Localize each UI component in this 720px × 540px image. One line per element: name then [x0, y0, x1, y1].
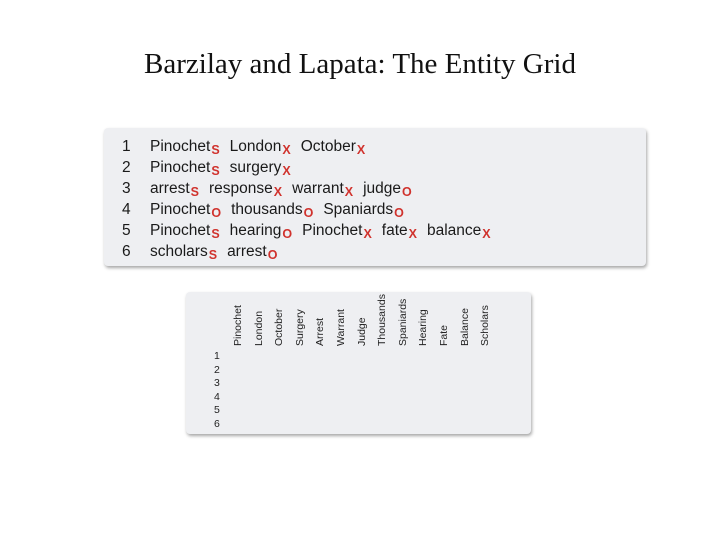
slide-title: Barzilay and Lapata: The Entity Grid [144, 48, 576, 80]
sentence-number: 3 [122, 180, 131, 197]
entity-text: judge [363, 180, 402, 197]
sentence-number: 2 [122, 159, 131, 176]
grid-row-number: 5 [214, 404, 220, 416]
entity-mention [427, 220, 491, 242]
grid-row-number: 1 [214, 350, 220, 362]
grammatical-role-label: S [211, 164, 220, 178]
grid-row-number: 6 [214, 417, 220, 430]
grammatical-role-label: O [394, 206, 404, 220]
grammatical-role-label: X [482, 227, 491, 241]
entity-mention [150, 241, 217, 263]
grid-column-header: Thousands [376, 294, 389, 346]
grammatical-role-label: O [267, 248, 278, 262]
grid-column-header: Balance [458, 308, 471, 346]
grid-column-header: Arrest [314, 317, 327, 346]
entity-text: arrest [150, 180, 190, 197]
entity-mention [301, 136, 365, 158]
sentence-entities [150, 220, 501, 242]
sentence-entities [150, 241, 287, 263]
sentence-number: 1 [122, 138, 131, 155]
entity-mention [209, 178, 282, 200]
grammatical-role-label: O [402, 185, 412, 199]
entity-mention [292, 178, 353, 200]
entity-text: London [229, 138, 282, 155]
grid-row-number: 3 [214, 377, 220, 389]
entity-mention [231, 199, 313, 221]
entity-text: October [300, 138, 356, 155]
entity-text: warrant [292, 180, 344, 197]
grammatical-role-label: X [344, 185, 354, 199]
entity-mention [150, 220, 220, 242]
entity-mention [230, 136, 291, 158]
sentence-number: 4 [122, 201, 131, 218]
grid-column-header: October [273, 308, 286, 346]
entity-text: balance [427, 222, 482, 239]
entity-mention [363, 178, 412, 200]
entity-text: Pinochet [150, 138, 211, 155]
sentence-entities [150, 136, 375, 158]
entity-text: Pinochet [150, 201, 211, 218]
grid-column-header: Pinochet [232, 305, 244, 346]
sentence-number: 6 [122, 243, 131, 260]
grid-column-header: Warrant [335, 309, 347, 346]
grammatical-role-label: O [303, 206, 314, 220]
grammatical-role-label: S [211, 227, 220, 241]
grammatical-role-label: S [208, 248, 218, 262]
sentence-entities [150, 199, 414, 221]
entity-text: scholars [150, 243, 208, 260]
entity-text: arrest [227, 243, 267, 260]
entity-mention [323, 199, 404, 221]
entity-mention [382, 220, 417, 242]
entity-text: Pinochet [150, 159, 211, 176]
entity-text: Spaniards [323, 201, 394, 218]
entity-text: hearing [229, 222, 282, 239]
grammatical-role-label: X [356, 143, 366, 157]
entity-text: Pinochet [302, 222, 363, 239]
grammatical-role-label: X [282, 143, 291, 157]
sentence-entities [150, 157, 301, 179]
sentence-entity-panel [104, 128, 646, 266]
entity-text: response [208, 180, 273, 197]
entity-text: Pinochet [150, 222, 211, 239]
entity-mention [150, 178, 199, 200]
sentence-number: 5 [122, 222, 131, 239]
entity-mention [230, 157, 291, 179]
entity-mention [227, 241, 277, 263]
sentence-entities [150, 178, 422, 200]
entity-mention [302, 220, 372, 242]
grid-column-header: Scholars [479, 305, 492, 346]
entity-text: surgery [229, 159, 282, 176]
grammatical-role-label: X [408, 227, 417, 241]
entity-text: fate [381, 222, 408, 239]
grid-row-number: 4 [214, 390, 220, 403]
grid-column-header: Surgery [293, 309, 306, 346]
grammatical-role-label: S [211, 143, 220, 157]
entity-mention [150, 136, 220, 158]
entity-grid-panel [186, 292, 531, 434]
entity-mention [230, 220, 292, 242]
grammatical-role-label: O [282, 227, 293, 241]
grammatical-role-label: X [282, 164, 291, 178]
grid-row-number: 2 [214, 363, 220, 376]
grammatical-role-label: O [211, 206, 222, 220]
entity-mention [150, 157, 220, 179]
entity-mention [150, 199, 221, 221]
entity-text: thousands [231, 201, 303, 218]
grammatical-role-label: S [190, 185, 199, 199]
grid-column-header: Spaniards [396, 298, 409, 346]
grid-column-header: Fate [438, 324, 450, 346]
grammatical-role-label: X [273, 185, 283, 199]
grid-column-header: London [252, 310, 265, 346]
grammatical-role-label: X [363, 227, 372, 241]
grid-column-header: Hearing [417, 309, 430, 346]
grid-column-header: Judge [355, 317, 368, 346]
